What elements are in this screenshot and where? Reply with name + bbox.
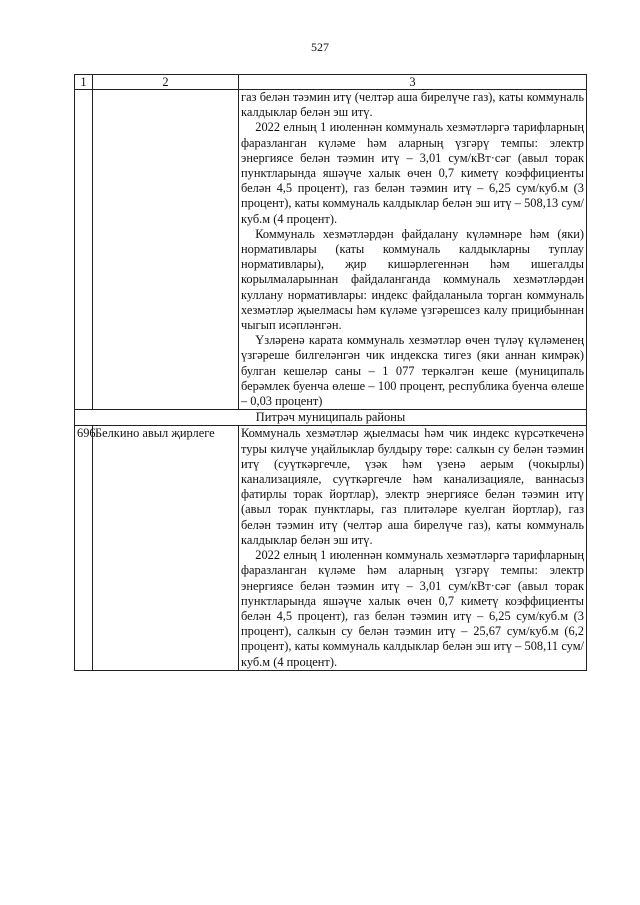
paragraph: газ белән тәэмин итү (челтәр аша бирелүче газ), каты коммуналь калдыклар белән эш итү. [241,90,584,120]
paragraph: Коммуналь хезмәтләрдән файдалану күләмнәре һәм (яки) нормативлары (каты коммуналь калдыкларны туплау нормативлары), җир кишәрлегеннән һәм ишегалды корылмаларыннан файдаланганда коммуналь хезмәтләрдән куллану нормативлары: индекс файдаланыла торган коммуналь хезмәтләр җыелмасы һәм күләме үзгәрешсез калу прицибыннан чыгып исәпләнгән. [241,226,584,333]
settlement-cell [93,90,239,410]
header-col-3: 3 [239,75,587,90]
district-heading-row [75,410,587,426]
row-number-cell [75,90,93,410]
paragraph: 2022 елның 1 июленнән коммуналь хезмәтләргә тарифларның фаразланган күләме һәм аларның үзгәрү темпы: электр энергиясе белән тәэмин итү – 3,01 сум/кВт·сәг (авыл торак пунктларында яшәүче халык өчен 0,7 киметү коэффициенты белән 4,5 процент), газ белән тәэмин итү – 6,25 сум/куб.м (3 процент), каты коммуналь калдыклар белән эш итү – 508,13 сум/куб.м (4 процент). [241,120,584,226]
table-header-row [75,75,587,90]
description-cell [239,90,587,410]
table-row-continued [75,90,587,410]
table-row-696 [75,426,587,670]
settlement-cell: Белкино авыл җирлеге [93,426,239,670]
paragraph: Үзләренә карата коммуналь хезмәтләр өчен түләү күләменең үзгәреше билгеләнгән чик индекска тигез (яки аннан кимрәк) булган кешеләр саны – 1 077 теркәлгән кеше (муниципаль берәмлек буенча өлеше – 100 процент, республика буенча өлеше – 0,03 процент) [241,333,584,409]
document-table [74,74,587,671]
description-cell [239,426,587,670]
district-heading: Питрәч муниципаль районы [75,410,587,426]
paragraph: 2022 елның 1 июленнән коммуналь хезмәтләргә тарифларның фаразланган күләме һәм аларның үзгәрү темпы: электр энергиясе белән тәэмин итү – 3,01 сум/кВт·сәг (авыл торак пунктларында яшәүче халык өчен 0,7 киметү коэффициенты белән 4,5 процент), газ белән тәэмин итү – 6,25 сум/куб.м (3 процент), салкын су белән тәэмин итү – 25,67 сум/куб.м (6,2 процент), каты коммуналь калдыклар белән эш итү – 508,11 сум/куб.м (4 процент). [241,548,584,669]
header-col-1: 1 [75,75,93,90]
page-number: 527 [311,40,329,54]
header-col-2: 2 [93,75,239,90]
paragraph: Коммуналь хезмәтләр җыелмасы һәм чик индекс күрсәткеченә туры килүче уңайлыклар булдыру төре: салкын су белән тәэмин итү (суүткәргечле, үзәк һәм үзенә аерым (чокырлы) канализацияле, суүткәргечле һәм канализацияле, ваннасыз фатирлы торак йортлар), электр энергиясе белән тәэмин итү (авыл торак пунктлары, газ плитәләре куелган йортлар), газ белән тәэмин итү (челтәр аша бирелүче газ), каты коммуналь калдыклар белән эш итү. [241,426,584,547]
row-number-cell: 696 [75,426,93,670]
